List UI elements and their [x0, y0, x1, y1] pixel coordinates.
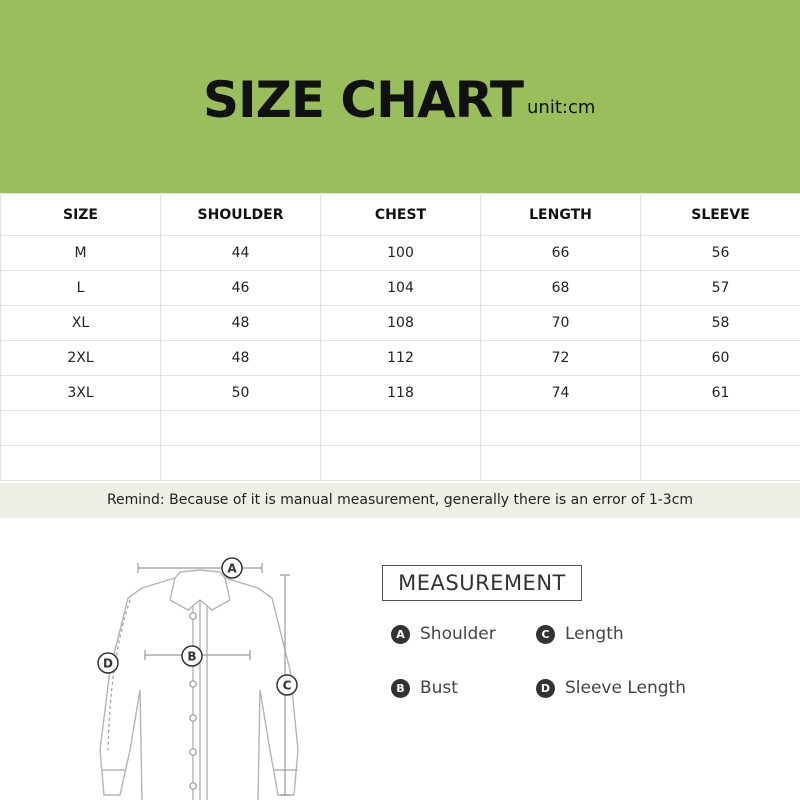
table-cell: L [1, 271, 161, 306]
table-cell: 68 [481, 271, 641, 306]
size-table [0, 193, 800, 481]
table-cell: 44 [161, 236, 321, 271]
sleeve-line [108, 600, 130, 750]
empty-cell [641, 411, 800, 446]
measure-lines [108, 563, 290, 795]
page-title: SIZE CHART [203, 71, 524, 129]
empty-cell [161, 446, 321, 481]
table-header-row [1, 194, 800, 236]
empty-cell [161, 411, 321, 446]
table-row [1, 271, 800, 306]
table-cell: 50 [161, 376, 321, 411]
table-cell: 56 [641, 236, 800, 271]
legend-label: Bust [420, 678, 458, 698]
column-header-chest: CHEST [321, 194, 481, 236]
table-row [1, 236, 800, 271]
table-cell: 58 [641, 306, 800, 341]
table-cell: 100 [321, 236, 481, 271]
legend-item-shoulder [391, 624, 496, 644]
empty-cell [481, 411, 641, 446]
table-cell: XL [1, 306, 161, 341]
table-cell: 2XL [1, 341, 161, 376]
column-header-sleeve: SLEEVE [641, 194, 800, 236]
table-row [1, 376, 800, 411]
header-banner [0, 0, 800, 193]
empty-table-row [1, 411, 800, 446]
marker-d [98, 653, 118, 673]
badge-a: A [391, 625, 410, 644]
empty-cell [641, 446, 800, 481]
empty-cell [1, 411, 161, 446]
empty-table-row [1, 446, 800, 481]
column-header-length: LENGTH [481, 194, 641, 236]
table-cell: 61 [641, 376, 800, 411]
marker-c [277, 675, 297, 695]
table-row [1, 341, 800, 376]
legend-label: Shoulder [420, 624, 496, 644]
empty-cell [321, 411, 481, 446]
table-cell: 46 [161, 271, 321, 306]
marker-b [182, 646, 202, 666]
table-cell: 48 [161, 306, 321, 341]
measurement-title: MEASUREMENT [382, 565, 582, 601]
svg-text:A: A [227, 561, 237, 576]
badge-c: C [536, 625, 555, 644]
svg-text:B: B [187, 649, 197, 664]
legend-label: Sleeve Length [565, 678, 686, 698]
shoulder-line [138, 563, 262, 573]
table-cell: 57 [641, 271, 800, 306]
table-cell: 118 [321, 376, 481, 411]
legend-label: Length [565, 624, 624, 644]
shirt-outline [100, 570, 298, 800]
table-row [1, 306, 800, 341]
unit-label: unit:cm [527, 97, 596, 118]
legend-item-bust [391, 678, 458, 698]
badge-b: B [391, 679, 410, 698]
table-cell: 70 [481, 306, 641, 341]
table-cell: 60 [641, 341, 800, 376]
empty-cell [321, 446, 481, 481]
table-cell: 72 [481, 341, 641, 376]
table-cell: 104 [321, 271, 481, 306]
table-cell: 112 [321, 341, 481, 376]
table-cell: 66 [481, 236, 641, 271]
column-header-size: SIZE [1, 194, 161, 236]
empty-cell [481, 446, 641, 481]
remind-note: Remind: Because of it is manual measurement, generally there is an error of 1-3cm [0, 483, 800, 518]
badge-d: D [536, 679, 555, 698]
table-cell: 108 [321, 306, 481, 341]
svg-text:D: D [103, 656, 113, 671]
svg-text:C: C [282, 678, 292, 693]
table-cell: M [1, 236, 161, 271]
table-cell: 74 [481, 376, 641, 411]
legend-item-sleeve-length [536, 678, 686, 698]
column-header-shoulder: SHOULDER [161, 194, 321, 236]
table-cell: 48 [161, 341, 321, 376]
empty-cell [1, 446, 161, 481]
marker-a [222, 558, 242, 578]
shirt-diagram [80, 550, 320, 800]
table-cell: 3XL [1, 376, 161, 411]
legend-item-length [536, 624, 624, 644]
